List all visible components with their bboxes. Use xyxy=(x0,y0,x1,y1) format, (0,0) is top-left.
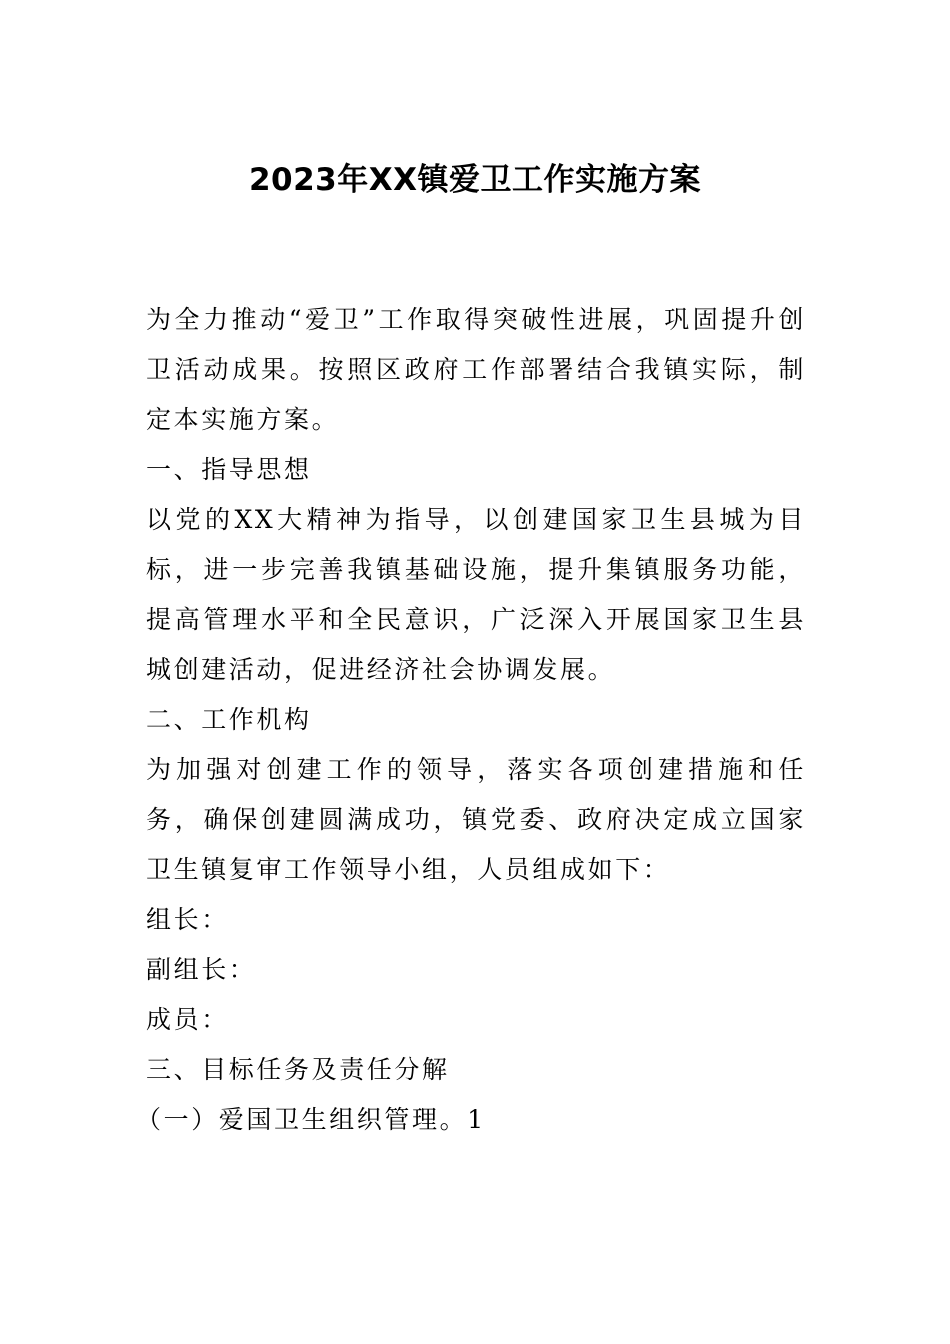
subsection-heading-patriotic-health: （一）爱国卫生组织管理。1 xyxy=(136,1105,486,1134)
guiding-thought-paragraph: 以党的XX大精神为指导，以创建国家卫生县城为目标，进一步完善我镇基础设施，提升集镇服务功能，提高管理水平和全民意识，广泛深入开展国家卫生县城创建活动，促进经济社会协调发展。 xyxy=(146,505,806,684)
document-title: 2023年XX镇爱卫工作实施方案 xyxy=(248,162,702,198)
intro-paragraph: 为全力推动“爱卫”工作取得突破性进展，巩固提升创卫活动成果。按照区政府工作部署结合我镇实际，制定本实施方案。 xyxy=(146,305,806,434)
leader-line: 组长： xyxy=(146,905,229,934)
section-heading-guiding-thought: 一、指导思想 xyxy=(146,455,312,484)
section-heading-goals-tasks: 三、目标任务及责任分解 xyxy=(146,1055,450,1084)
members-line: 成员： xyxy=(146,1005,229,1034)
work-organization-paragraph: 为加强对创建工作的领导，落实各项创建措施和任务，确保创建圆满成功，镇党委、政府决定成立国家卫生镇复审工作领导小组，人员组成如下： xyxy=(146,755,806,884)
document-body xyxy=(136,295,806,1145)
deputy-leader-line: 副组长： xyxy=(146,955,257,984)
section-heading-work-organization: 二、工作机构 xyxy=(146,705,312,734)
